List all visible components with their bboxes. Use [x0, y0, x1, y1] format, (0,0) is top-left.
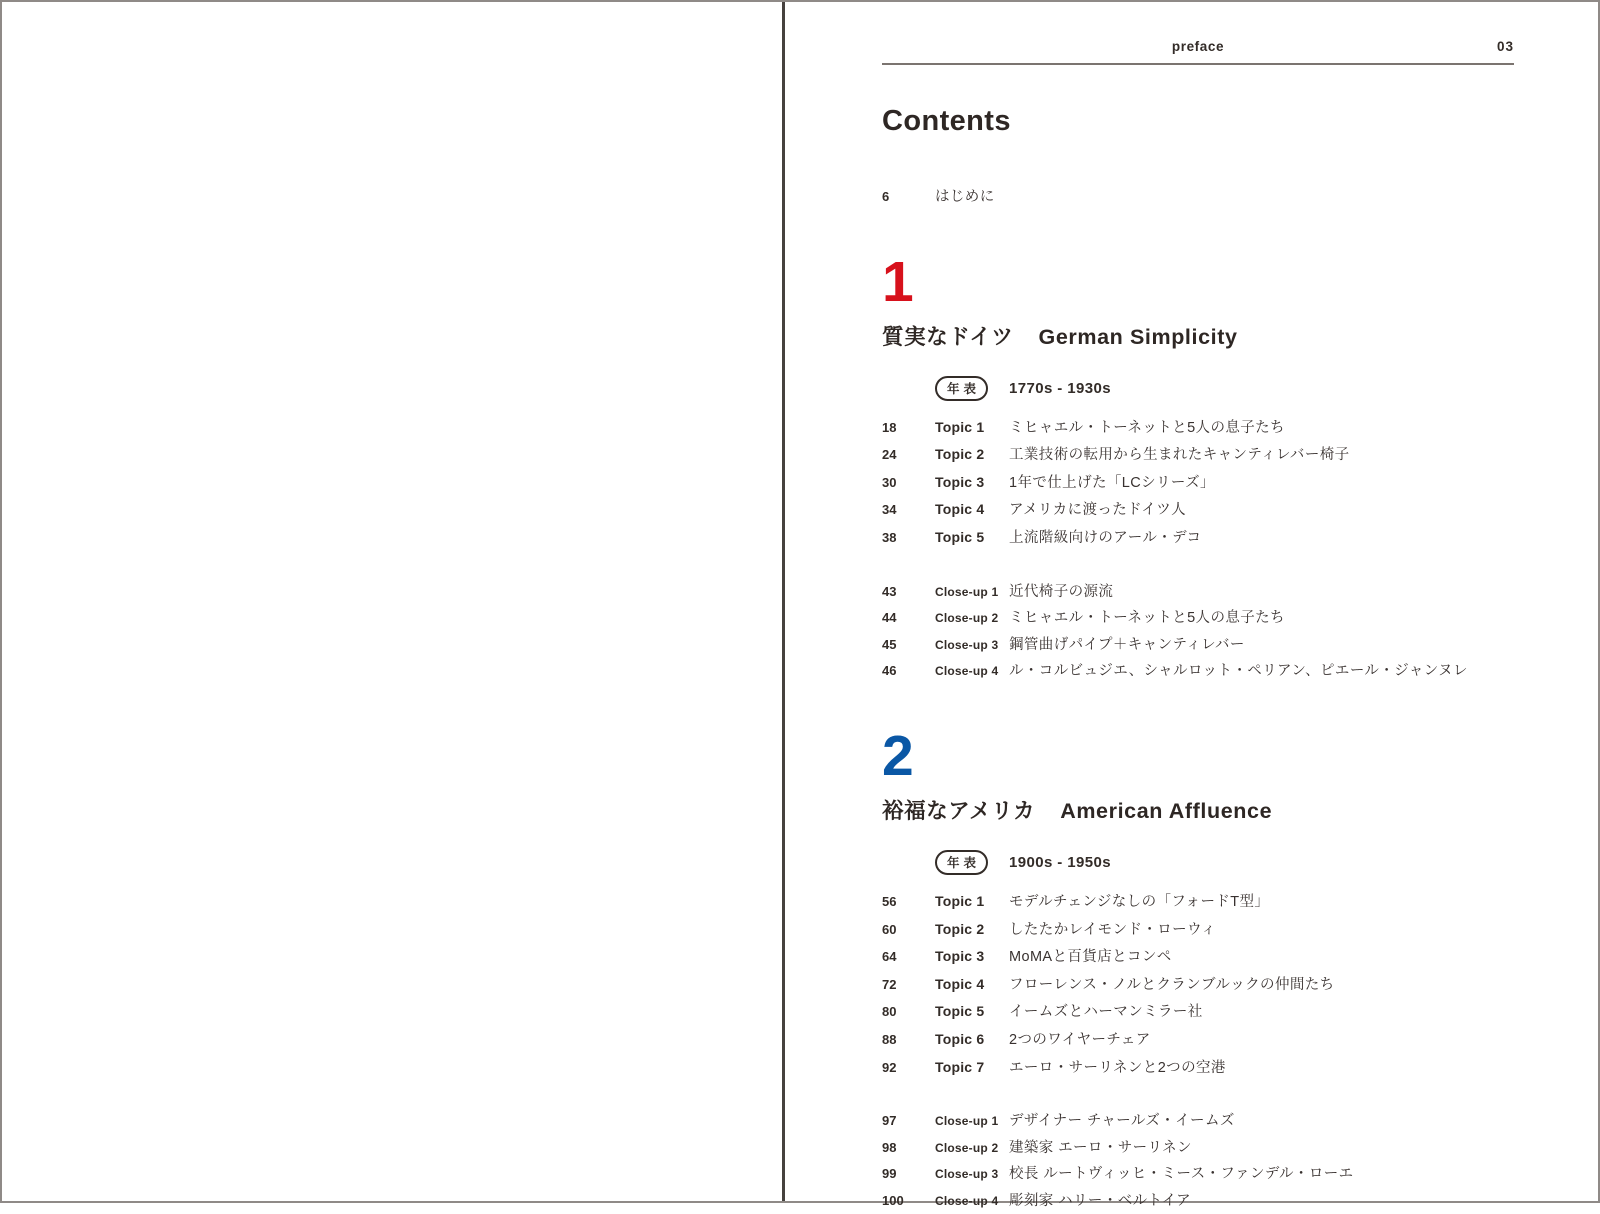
toc-row — [882, 441, 1514, 469]
toc-row — [882, 579, 1514, 606]
toc-row — [882, 943, 1514, 971]
row-page-number: 18 — [882, 419, 897, 435]
row-title: 2つのワイヤーチェア — [1009, 1031, 1151, 1048]
row-label: Topic 2 — [935, 446, 985, 463]
toc-row — [882, 658, 1514, 685]
section-heading — [882, 320, 1514, 351]
section-title-en: American Affluence — [1060, 798, 1273, 823]
row-page-number: 92 — [882, 1059, 897, 1075]
row-page-number: 6 — [882, 189, 890, 204]
section-heading — [882, 794, 1514, 825]
toc-row — [882, 469, 1514, 497]
row-page-number: 56 — [882, 893, 897, 909]
section-number: 2 — [882, 723, 914, 788]
row-page-number: 24 — [882, 447, 897, 463]
section-number: 1 — [882, 249, 914, 314]
row-title: 建築家 エーロ・サーリネン — [1009, 1139, 1192, 1156]
toc-row — [882, 1026, 1514, 1054]
row-title: 校長 ルートヴィッヒ・ミース・ファンデル・ローエ — [1009, 1166, 1354, 1183]
running-header — [882, 2, 1514, 65]
row-label: Close-up 1 — [935, 584, 999, 599]
front-matter-list — [882, 184, 1514, 211]
toc-row — [882, 496, 1514, 524]
toc-row — [882, 1108, 1514, 1135]
section-title-en: German Simplicity — [1038, 324, 1238, 349]
row-title: ミヒャエル・トーネットと5人の息子たち — [1009, 610, 1285, 627]
header-rule — [882, 63, 1514, 65]
row-label: Topic 3 — [935, 948, 985, 965]
row-title: モデルチェンジなしの「フォードT型」 — [1009, 893, 1270, 910]
timeline-badge: 年表 — [935, 376, 988, 401]
row-label: Close-up 1 — [935, 1114, 999, 1129]
row-title: ル・コルビュジエ、シャルロット・ペリアン、ピエール・ジャンヌレ — [1009, 663, 1468, 680]
timeline-years: 1900s - 1950s — [1009, 853, 1111, 871]
row-label: Close-up 2 — [935, 1140, 999, 1155]
row-page-number: 88 — [882, 1031, 897, 1047]
timeline-badge: 年表 — [935, 850, 988, 875]
row-title: 近代椅子の源流 — [1009, 583, 1114, 600]
topic-list — [882, 888, 1514, 1081]
toc-row — [882, 184, 1514, 211]
toc-row — [882, 998, 1514, 1026]
section-title-ja: 質実なドイツ — [882, 324, 1014, 349]
row-label: Topic 6 — [935, 1030, 985, 1047]
toc-row — [882, 1161, 1514, 1188]
sections — [882, 249, 1514, 1214]
row-page-number: 46 — [882, 663, 897, 679]
row-label: Topic 2 — [935, 920, 985, 937]
row-label: Topic 1 — [935, 418, 985, 435]
timeline-row — [882, 376, 1514, 401]
row-title: 鋼管曲げパイプ＋キャンティレバー — [1009, 636, 1245, 653]
row-page-number: 97 — [882, 1113, 897, 1129]
row-page-number: 38 — [882, 529, 897, 545]
timeline-row — [882, 850, 1514, 875]
row-title: MoMAと百貨店とコンペ — [1009, 949, 1172, 966]
row-label: Close-up 4 — [935, 664, 999, 679]
row-page-number: 43 — [882, 583, 897, 599]
row-title: イームズとハーマンミラー社 — [1009, 1004, 1203, 1021]
row-title: エーロ・サーリネンと2つの空港 — [1009, 1059, 1226, 1076]
toc-row — [882, 916, 1514, 944]
page-number: 03 — [1496, 39, 1514, 54]
section-title-ja: 裕福なアメリカ — [882, 798, 1036, 823]
row-label: Topic 4 — [935, 501, 985, 518]
row-label: Topic 4 — [935, 975, 985, 992]
closeup-list — [882, 579, 1514, 685]
row-title: 1年で仕上げた「LCシリーズ」 — [1009, 474, 1215, 491]
toc-row — [882, 971, 1514, 999]
row-label: Close-up 2 — [935, 611, 999, 626]
closeup-list — [882, 1108, 1514, 1214]
row-title: アメリカに渡ったドイツ人 — [1009, 502, 1187, 519]
row-label: Close-up 3 — [935, 1167, 999, 1182]
toc-row — [882, 888, 1514, 916]
contents-title: Contents — [882, 105, 1011, 137]
row-page-number: 80 — [882, 1004, 897, 1020]
row-page-number: 45 — [882, 636, 897, 652]
row-label: Topic 3 — [935, 473, 985, 490]
row-title: 彫刻家 ハリー・ベルトイア — [1009, 1192, 1192, 1209]
row-page-number: 99 — [882, 1166, 897, 1182]
row-page-number: 30 — [882, 474, 897, 490]
row-title: したたかレイモンド・ローウィ — [1009, 921, 1217, 938]
toc-row — [882, 605, 1514, 632]
contents-page — [785, 2, 1598, 1209]
running-header-title: preface — [1171, 39, 1225, 54]
row-label: Close-up 3 — [935, 637, 999, 652]
row-title: 上流階級向けのアール・デコ — [1009, 529, 1202, 546]
row-page-number: 64 — [882, 949, 897, 965]
toc-row — [882, 524, 1514, 552]
toc-section — [882, 723, 1514, 1214]
row-page-number: 98 — [882, 1139, 897, 1155]
row-title: フローレンス・ノルとクランブルックの仲間たち — [1009, 976, 1335, 993]
toc-section — [882, 249, 1514, 685]
row-label: Topic 1 — [935, 892, 985, 909]
row-label: Topic 5 — [935, 1003, 985, 1020]
row-title: 工業技術の転用から生まれたキャンティレバー椅子 — [1009, 447, 1350, 464]
toc-row — [882, 1054, 1514, 1082]
timeline-years: 1770s - 1930s — [1009, 379, 1111, 397]
toc-row — [882, 414, 1514, 442]
row-label: Topic 7 — [935, 1058, 985, 1075]
row-title: ミヒャエル・トーネットと5人の息子たち — [1009, 419, 1285, 436]
row-page-number: 60 — [882, 921, 897, 937]
row-label: Close-up 4 — [935, 1193, 999, 1208]
topic-list — [882, 414, 1514, 552]
left-page-blank — [2, 2, 782, 1201]
row-title: デザイナー チャールズ・イームズ — [1009, 1113, 1235, 1130]
row-page-number: 72 — [882, 976, 897, 992]
row-label: Topic 5 — [935, 528, 985, 545]
row-page-number: 100 — [882, 1192, 904, 1208]
row-page-number: 44 — [882, 610, 897, 626]
row-title: はじめに — [935, 189, 995, 205]
toc-row — [882, 1188, 1514, 1214]
row-page-number: 34 — [882, 502, 897, 518]
toc-row — [882, 632, 1514, 659]
toc-row — [882, 1135, 1514, 1162]
